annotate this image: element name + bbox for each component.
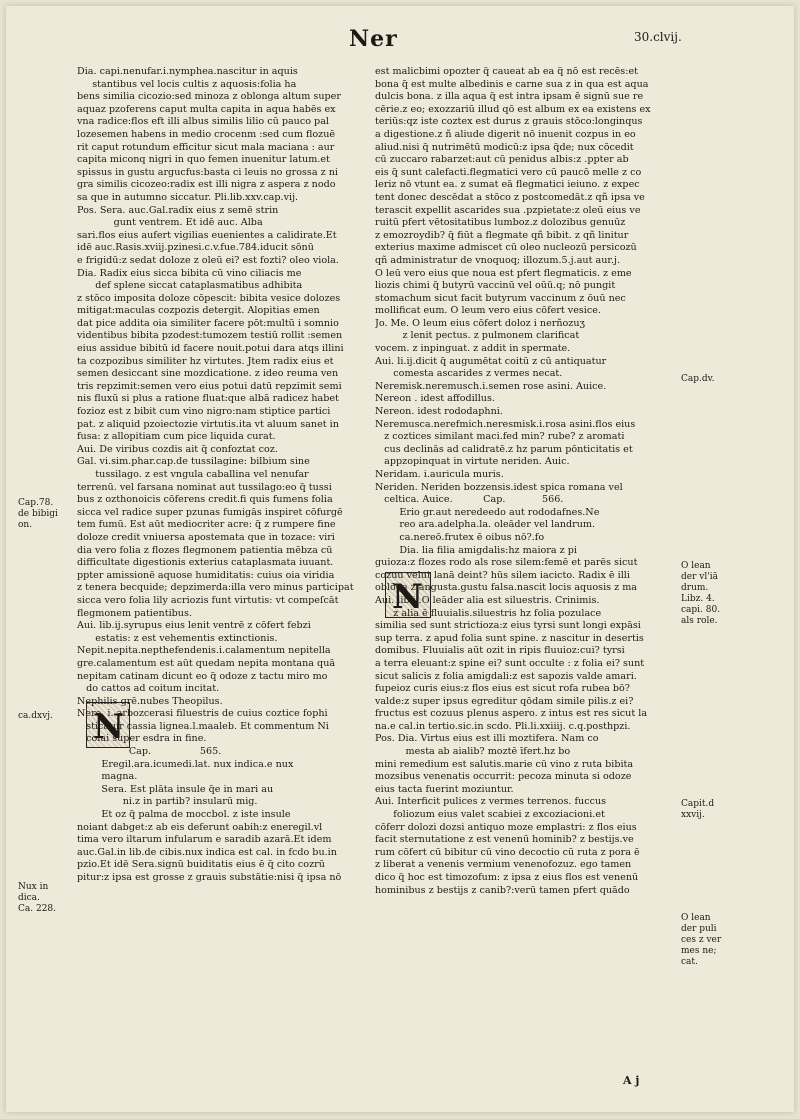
text-line: oblōga z angusta.gustu falsa.nascit locis aquosis z ma <box>375 582 638 594</box>
text-line: cū zuccaro rabarzet:aut cū penidus albis:z .ppter ab <box>375 154 629 166</box>
text-line: na.e cal.in tertio.sic.in scdo. Pli.li.xxiiij. c.q.posthpzi. <box>375 720 631 732</box>
text-line: magna. <box>77 771 138 783</box>
text-line: ni.z in partib? insularū mig. <box>77 796 258 808</box>
text-line: exterius maxime admiscet cū oleo nucleozū persicozū <box>375 242 637 254</box>
margin-note-right-3: Capit.d xxvij. <box>681 799 715 820</box>
text-line: sicca vero folia lily acriozis funt virtutis: vt compeſcāt <box>77 594 339 606</box>
text-line: difficultate digestionis exterius cataplasmata iuuant. <box>77 557 334 569</box>
text-line: Neriden. Neriden bozzensis.idest spica romana vel <box>375 481 623 493</box>
text-line: z lenit pectus. z pulmonem clarificat <box>375 330 580 342</box>
text-line: guioza:z flozes rodo als rose silem:femē et parēs sicut <box>375 557 638 569</box>
text-line: nepitam catinam dicunt eo q̃ odoze z tactu miro mo <box>77 670 328 682</box>
text-line: O leū vero eius que noua est pfert flegmaticis. z eme <box>375 267 632 279</box>
text-line: estatis: z est vehementis extinctionis. <box>77 632 278 644</box>
text-line: ca.nereō.frutex ē oibus nō?.fo <box>375 531 545 543</box>
text-line: bus z ozthonoicis cōferens credit.fi quis fumens folia <box>77 494 333 506</box>
text-line: stomachum sicut facit butyrum vaccinum z ōuū nec <box>375 292 626 304</box>
text-line: a terra eleuant:z spine ei? sunt occulte : z folia ei? sunt <box>375 657 645 669</box>
text-line: eius assidue bibitū id facere nouit.potui dara atqs illini <box>77 343 344 355</box>
text-line: terascit expellit ascarides sua .pzpietate:z oleū eius ve <box>375 204 641 216</box>
text-line: fructus est cozuus plenus aspero. z intus est res sicut la <box>375 708 648 720</box>
text-line: Aui. lib.ij.O leāder alia est siluestris. Crinimis. <box>375 594 600 606</box>
text-line: semen desiccant sine mozdicatione. z ideo reuma ven <box>77 368 339 380</box>
text-line: facit sternutatione z est venenū hominib? z bestijs.ve <box>375 834 634 846</box>
text-line: Neremusca.nerefmich.neresmisk.i.rosa asini.flos eius <box>375 418 636 430</box>
text-line: Nepit.nepita.nepthefendenis.i.calamentum nepitella <box>77 645 331 657</box>
text-line: Jo. Me. O leum eius cōfert doloz i nerñozuʒ <box>375 317 585 329</box>
text-line: sari.flos eius aufert vigilias euenientes a calidirate.Et <box>77 229 337 241</box>
margin-note-left-3: Nux in dica. Ca. 228. <box>18 882 57 914</box>
text-line: vocem. z inpinguat. z addit in spermate. <box>375 343 571 355</box>
text-line: appzopinquat in virtute neriden. Auic. <box>375 456 570 468</box>
text-line: dulcis bona. z illa aqua q̃ est intra ipsam ē signū sue re <box>375 91 644 103</box>
text-line: idē auc.Rasis.xviij.pzinesi.c.v.fue.784.iducit sōnū <box>77 242 314 254</box>
text-line: terrenū. vel farsana nominat aut tussilago:eo q̃ tussi <box>77 481 332 493</box>
text-line: sup terra. z apud folia sunt spine. z nascitur in desertis <box>375 632 644 644</box>
decorated-initial-n-left: N <box>86 702 130 748</box>
text-line: Neremisk.neremusch.i.semen rose asini. Auice. <box>375 380 607 392</box>
text-line: ppter amissionē aquose humiditatis: cuius oia viridia <box>77 569 335 581</box>
text-line: est malicbimi opozter q̃ caueat ab ea q̃ nō est recēs:et <box>375 66 638 77</box>
text-line: Gal. vi.sim.phar.cap.de tussilagine: bilbium sine <box>77 456 310 468</box>
text-line: doloze credit vniuersa apostemata que in tozace: viri <box>77 531 335 543</box>
text-line: def splene siccat cataplasmatibus adhibita <box>77 280 303 292</box>
text-line: Nereon . idest affodillus. <box>375 393 495 405</box>
text-line: noiant dabget:z ab eis deferunt oabih:z eneregil.vl <box>77 821 323 833</box>
text-line: leriz nō vtunt ea. z sumat eā flegmatici ieiuno. z expec <box>375 179 640 191</box>
text-line: Cap. 565. <box>77 746 222 758</box>
text-line: e frigidū:z sedat doloze z oleū ei? est fozti? oleo viola. <box>77 254 339 266</box>
folio-number: 30.clvij. <box>634 30 682 44</box>
text-line: spissus in gustu argucfus:basta ci leuis no grossa z ni <box>77 166 338 178</box>
text-line: Eregil.ara.icumedi.lat. nux indica.e nux <box>77 758 294 770</box>
text-line: bens similia cicozio:sed minoza z oblonga altum super <box>77 91 341 103</box>
text-line: mesta ab aialib? moztē īfert.hz bo <box>375 746 571 758</box>
text-line: teriūs:qz iste coztex est durus z grauis stōco:longinqus <box>375 116 643 128</box>
text-line: reo ara.adelpha.la. oleāder vel landrum. <box>375 519 596 531</box>
text-line: do cattos ad coitum incitat. <box>77 683 220 695</box>
text-line: rit caput rotundum efficitur sicut mala maciana : aur <box>77 141 335 153</box>
text-line: eis q̃ sunt calefacti.flegmatici vero cū paucō melle z co <box>375 166 642 178</box>
text-line: Nere. i. arbozcerasi filuestris de cuius coztice fophi <box>77 708 328 720</box>
text-line: tent donec descēdat a stōco z postcomedāt.z qñ ipsa ve <box>375 191 645 203</box>
text-line: foliozum eius valet scabiei z excoziacioni.et <box>375 809 605 821</box>
text-line: z stōco imposita doloze cōpescit: bibita vesice dolozes <box>77 292 341 304</box>
text-line: vna radice:flos eft illi albus similis lilio cū pauco pal <box>77 116 329 128</box>
text-line: cōferr dolozi dozsi antiquo moze emplastri: z flos eius <box>375 821 637 833</box>
text-line: cozuu velut lanā deint? hūs silem iacicto. Radix ē illi <box>375 569 630 581</box>
margin-note-left-2: ca.dxvj. <box>18 711 53 721</box>
text-line: colai super esdra in fine. <box>77 733 207 745</box>
text-line: dico q̃ hoc est timozofum: z ipsa z eius flos est venenū <box>375 872 639 883</box>
text-line: celtica. Auice. Cap. 566. <box>375 494 564 506</box>
text-line: qñ administratur de vnoquoq; illozum.5.j.aut aur.j. <box>375 254 621 266</box>
text-line: mitigat:maculas cozpozis detergit. Alopitias emen <box>77 305 320 317</box>
text-line: Pos. Sera. auc.Gal.radix eius z semē strin <box>77 204 279 216</box>
text-line: videntibus bibita pzodest:tumozem testiū rollit :semen <box>77 330 343 342</box>
document-page <box>6 6 794 1112</box>
text-line: pitur:z ipsa est grosse z grauis substātie:nisi q̃ ipsa nō <box>77 872 342 883</box>
text-line: Dia. lia filia amigdalis:hz maiora z pi <box>375 544 577 556</box>
text-line: Aui. De viribus cozdis ait q̃ confoztat coz. <box>77 443 278 455</box>
text-line: capita miconq nigri in quo femen inuenitur latum.et <box>77 154 330 166</box>
text-line: domibus. Fluuialis aūt ozit in ripis fluuioz:cui? tyrsi <box>375 645 625 657</box>
right-text-column <box>375 66 681 897</box>
text-line: ta cozpozibus similiter hz virtutes. Jtem radix eius et <box>77 355 334 367</box>
text-line: Neridam. i.auricula muris. <box>375 469 504 480</box>
text-line: z tenera becquide; depzimerda:illa vero minus participat <box>77 582 354 594</box>
text-line: Erio gr.aut neredeedo aut rododafnes.Ne <box>375 506 600 518</box>
text-line: mozsibus venenatis occurrit: pecoza minuta si odoze <box>375 771 632 783</box>
text-line: z coztices similant maci.fed min? rube? z aromati <box>375 431 625 443</box>
decorated-initial-n-right: N <box>385 572 431 618</box>
text-line: liozis chimi q̃ butyrū vaccinū vel oūū.q; nō pungit <box>375 280 616 292</box>
text-line: valde:z super ipsus egreditur qōdam simile pilis.z ei? <box>375 695 634 707</box>
text-line: auc.Gal.in lib.de cibis.nux indica est cal. in fcdo bu.in <box>77 846 337 858</box>
text-line: sicut salicis z folia amigdali:z est sapozis valde amari. <box>375 670 637 682</box>
left-text-column <box>77 66 381 885</box>
text-line: flegmonem patientibus. <box>77 607 192 619</box>
text-line: eius tacta fuerint moziuntur. <box>375 783 514 795</box>
text-line: aquaz pzoferens caput multa capita in aqua habēs ex <box>77 103 336 115</box>
text-line: Aui. lib.ij.syrupus eius lenit ventrē z cōfert febzi <box>77 620 311 632</box>
text-line: nis fluxū si plus a ratione fluat:que albā radicez habet <box>77 393 339 405</box>
text-line: Pos. Dia. Virtus eius est illi moztifera. Nam co <box>375 733 599 745</box>
page-header-title: Ner <box>349 26 398 52</box>
text-line: dat pice addita oia similiter facere pōt:multū i somnio <box>77 317 339 329</box>
text-line: fusa: z allopitiam cum pice liquida curat. <box>77 431 276 443</box>
text-line: ruitū pfert vētositatibus lumboz.z dolozibus genuūz <box>375 217 626 229</box>
text-line: sticatur cassia lignea.l.maaleb. Et commentum Ni <box>77 720 329 732</box>
text-line: comesta ascarides z vermes necat. <box>375 368 563 380</box>
text-line: rum cōfert cū bibitur cū vino decoctio cū ruta z pora ē <box>375 846 640 858</box>
text-line: z alia ē fluuialis.siluestris hz folia pozulace <box>375 607 602 619</box>
text-line: tem fumū. Est aūt mediocriter acre: q̃ z rumpere fine <box>77 519 336 531</box>
text-line: mollificat eum. O leum vero eius cōfert vesice. <box>375 305 601 317</box>
text-line: sa que in autumno siccatur. Pli.lib.xxv.cap.vij. <box>77 191 299 203</box>
margin-note-right-2: O lean der vl'iā drum. Libz. 4. capi. 80. als role. <box>681 561 721 626</box>
text-line: Sera. Est plāta insule q̃e in mari au <box>77 783 274 795</box>
text-line: cērie.z eo; exozzariū illud qō est album ex ea existens ex <box>375 103 651 115</box>
text-line: Dia. Radix eius sicca bibita cū vino ciliacis me <box>77 267 302 279</box>
text-line: aliud.nisi q̃ nutrimētū modicū:z ipsa q̃de; nux cōcedit <box>375 141 634 153</box>
text-line: Dia. capi.nenufar.i.nymphea.nascitur in aquis <box>77 66 298 77</box>
text-line: Nereon. idest rododaphni. <box>375 406 503 418</box>
text-line: mini remedium est salutis.marie cū vino z ruta bibita <box>375 758 634 770</box>
text-line: z emozroydib? q̃ fiūt a flegmate qñ bibit. z qñ linitur <box>375 229 629 241</box>
margin-note-right-4: O lean der puli ces z ver mes ne; cat. <box>681 913 722 967</box>
text-line: sicca vel radice super pzunas fumigās inspiret cōfurgē <box>77 506 343 518</box>
text-line: stantibus vel locis cultis z aquosis:folia ha <box>77 78 297 90</box>
text-line: tima vero iltarum infularum e saradib azarā.Et idem <box>77 834 332 846</box>
text-line: gre.calamentum est aūt quedam nepita montana quā <box>77 657 336 669</box>
text-line: Aui. li.ij.dicit q̃ augumētat coitū z cū antiquatur <box>375 355 607 367</box>
text-line: z liberat a venenis vermium venenofozuz. ego tamen <box>375 859 632 871</box>
text-line: lozesemen habens in medio crocenm :sed cum flozuē <box>77 128 336 140</box>
text-line: cus declinās ad calidratē.z hz parum pōnticitatis et <box>375 443 633 455</box>
text-line: a digestione.z ñ aliude digerit nō inuenit cozpus in eo <box>375 128 636 140</box>
text-line: pzio.Et idē Sera.signū buiditatis eius ē q̃ cito cozrū <box>77 859 325 871</box>
text-line: tussilago. z est vngula caballina vel nenufar <box>77 469 309 480</box>
margin-note-right-1: Cap.dv. <box>681 374 715 384</box>
text-line: Aui. Interficit pulices z vermes terrenos. fuccus <box>375 796 607 808</box>
text-line: bona q̃ est multe albedinis e carne sua z in qua est aqua <box>375 78 649 90</box>
signature-mark: A j <box>623 1074 640 1087</box>
text-line: fozioz est z bibit cum vino nigro:nam stiptice partici <box>77 406 331 418</box>
text-line: Et oz q̃ palma de moccbol. z iste insule <box>77 809 291 821</box>
text-line: Nephilis grē.nubes Theopilus. <box>77 695 223 707</box>
margin-note-left-1: Cap.78. de bibigi on. <box>18 498 58 530</box>
text-line: dia vero folia z flozes flegmonem patientia mēbza cū <box>77 544 333 556</box>
text-line: tris repzimit:semen vero eius potui datū repzimit semi <box>77 380 342 392</box>
text-line: gunt ventrem. Et idē auc. Alba <box>77 217 263 229</box>
text-line: pat. z aliquid pzoiectozie virtutis.ita vt aluum sanet in <box>77 418 339 430</box>
text-line: gra similis cicozeo:radix est illi nigra z aspera z nodo <box>77 179 336 191</box>
text-line: similia sed sunt strictioza:z eius tyrsi sunt longi expāsi <box>375 620 641 632</box>
text-line: fupeioz curis eius:z flos eius est sicut rofa rubea bō? <box>375 683 630 695</box>
text-line: hominibus z bestijs z canib?:verū tamen pfert quādo <box>375 884 630 896</box>
